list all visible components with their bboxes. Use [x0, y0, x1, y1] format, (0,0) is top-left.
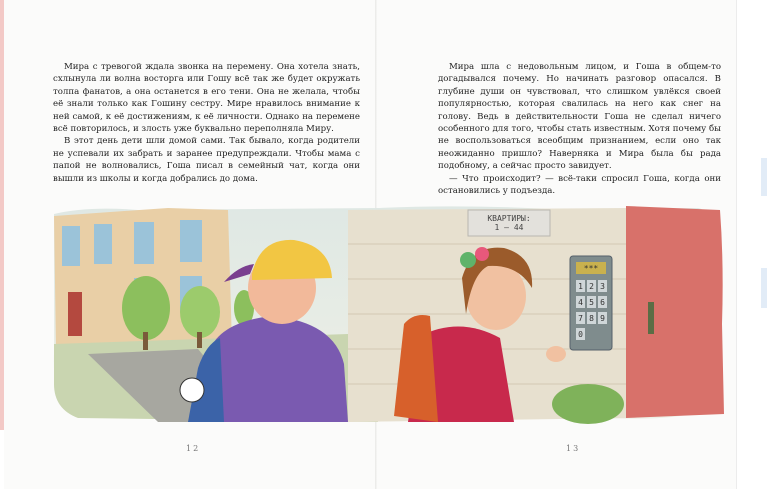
side-panel-tab[interactable]	[761, 268, 767, 308]
keypad-key-label: 9	[600, 314, 605, 323]
keypad-key-label: 2	[589, 282, 594, 291]
building-window	[94, 224, 112, 264]
intercom-display-text: ***	[583, 264, 599, 273]
entrance-door	[626, 206, 724, 418]
keypad-key-label: 5	[589, 298, 594, 307]
paragraph: Мира шла с недовольным лицом, и Гоша в общем-то догадывался почему. Но начинать разговор опасался. В глубине души он чувствовал, что слишком увлёкся своей популярностью, которая свалилась на него как снег на голову. Ведь в действительности Гоша не сделал ничего особенного для того, чтобы стать известным. Хотя почему бы не воспользоваться всеобщим признанием, если оно так неожиданно пришло? Наверняка и Мира была бы рада подобному, а сейчас просто завидует.	[438, 62, 721, 172]
apartments-sign-text: КВАРТИРЫ: 1 – 44	[487, 214, 531, 232]
story-illustration	[48, 204, 724, 424]
girl-hand	[546, 346, 566, 362]
keypad-key-label: 3	[600, 282, 605, 291]
keypad-key-label: 0	[578, 330, 583, 339]
tree-trunk	[197, 332, 202, 348]
side-panel-tab[interactable]	[761, 158, 767, 196]
building-window	[62, 226, 80, 266]
keypad-key-label: 1	[578, 282, 583, 291]
door-handle	[648, 302, 654, 334]
page-number-left: 12	[186, 444, 201, 453]
keypad-key-label: 8	[589, 314, 594, 323]
right-page-text	[438, 61, 721, 197]
paragraph: Мира с тревогой ждала звонка на перемену. Она хотела знать, схлынула ли волна восторга или Гошу всё так же будет окружать толпа фанатов, а она останется в его тени. Она не желала, чтобы её знали только как Гошину сестру. Мире нравилось внимание к ней самой, к её достижениям, к её личности. Однако на перемене всё повторилось, и злость уже буквально переполняла Миру.	[53, 62, 360, 135]
building-window	[134, 222, 154, 264]
keypad-key-label: 4	[578, 298, 583, 307]
page-number-right: 13	[566, 444, 581, 453]
hair-bow	[460, 252, 476, 268]
football	[180, 378, 204, 402]
shrub	[552, 384, 624, 424]
tree	[122, 276, 170, 340]
paragraph: — Что происходит? — всё-таки спросил Гоша, когда они остановились у подъезда.	[438, 173, 721, 197]
tree	[180, 286, 220, 338]
hair-bow	[475, 247, 489, 261]
left-page-text	[53, 61, 360, 185]
keypad-key-label: 7	[578, 314, 583, 323]
building-window	[180, 220, 202, 262]
keypad-key-label: 6	[600, 298, 605, 307]
building-door	[68, 292, 82, 336]
tree-trunk	[143, 332, 148, 350]
paragraph: В этот день дети шли домой сами. Так бывало, когда родители не успевали их забрать и заранее предупреждали. Чтобы мама с папой не волновались, Гоша писал в семейный чат, когда они вышли из школы и когда добрались до дома.	[53, 136, 360, 184]
side-panel	[736, 0, 767, 489]
